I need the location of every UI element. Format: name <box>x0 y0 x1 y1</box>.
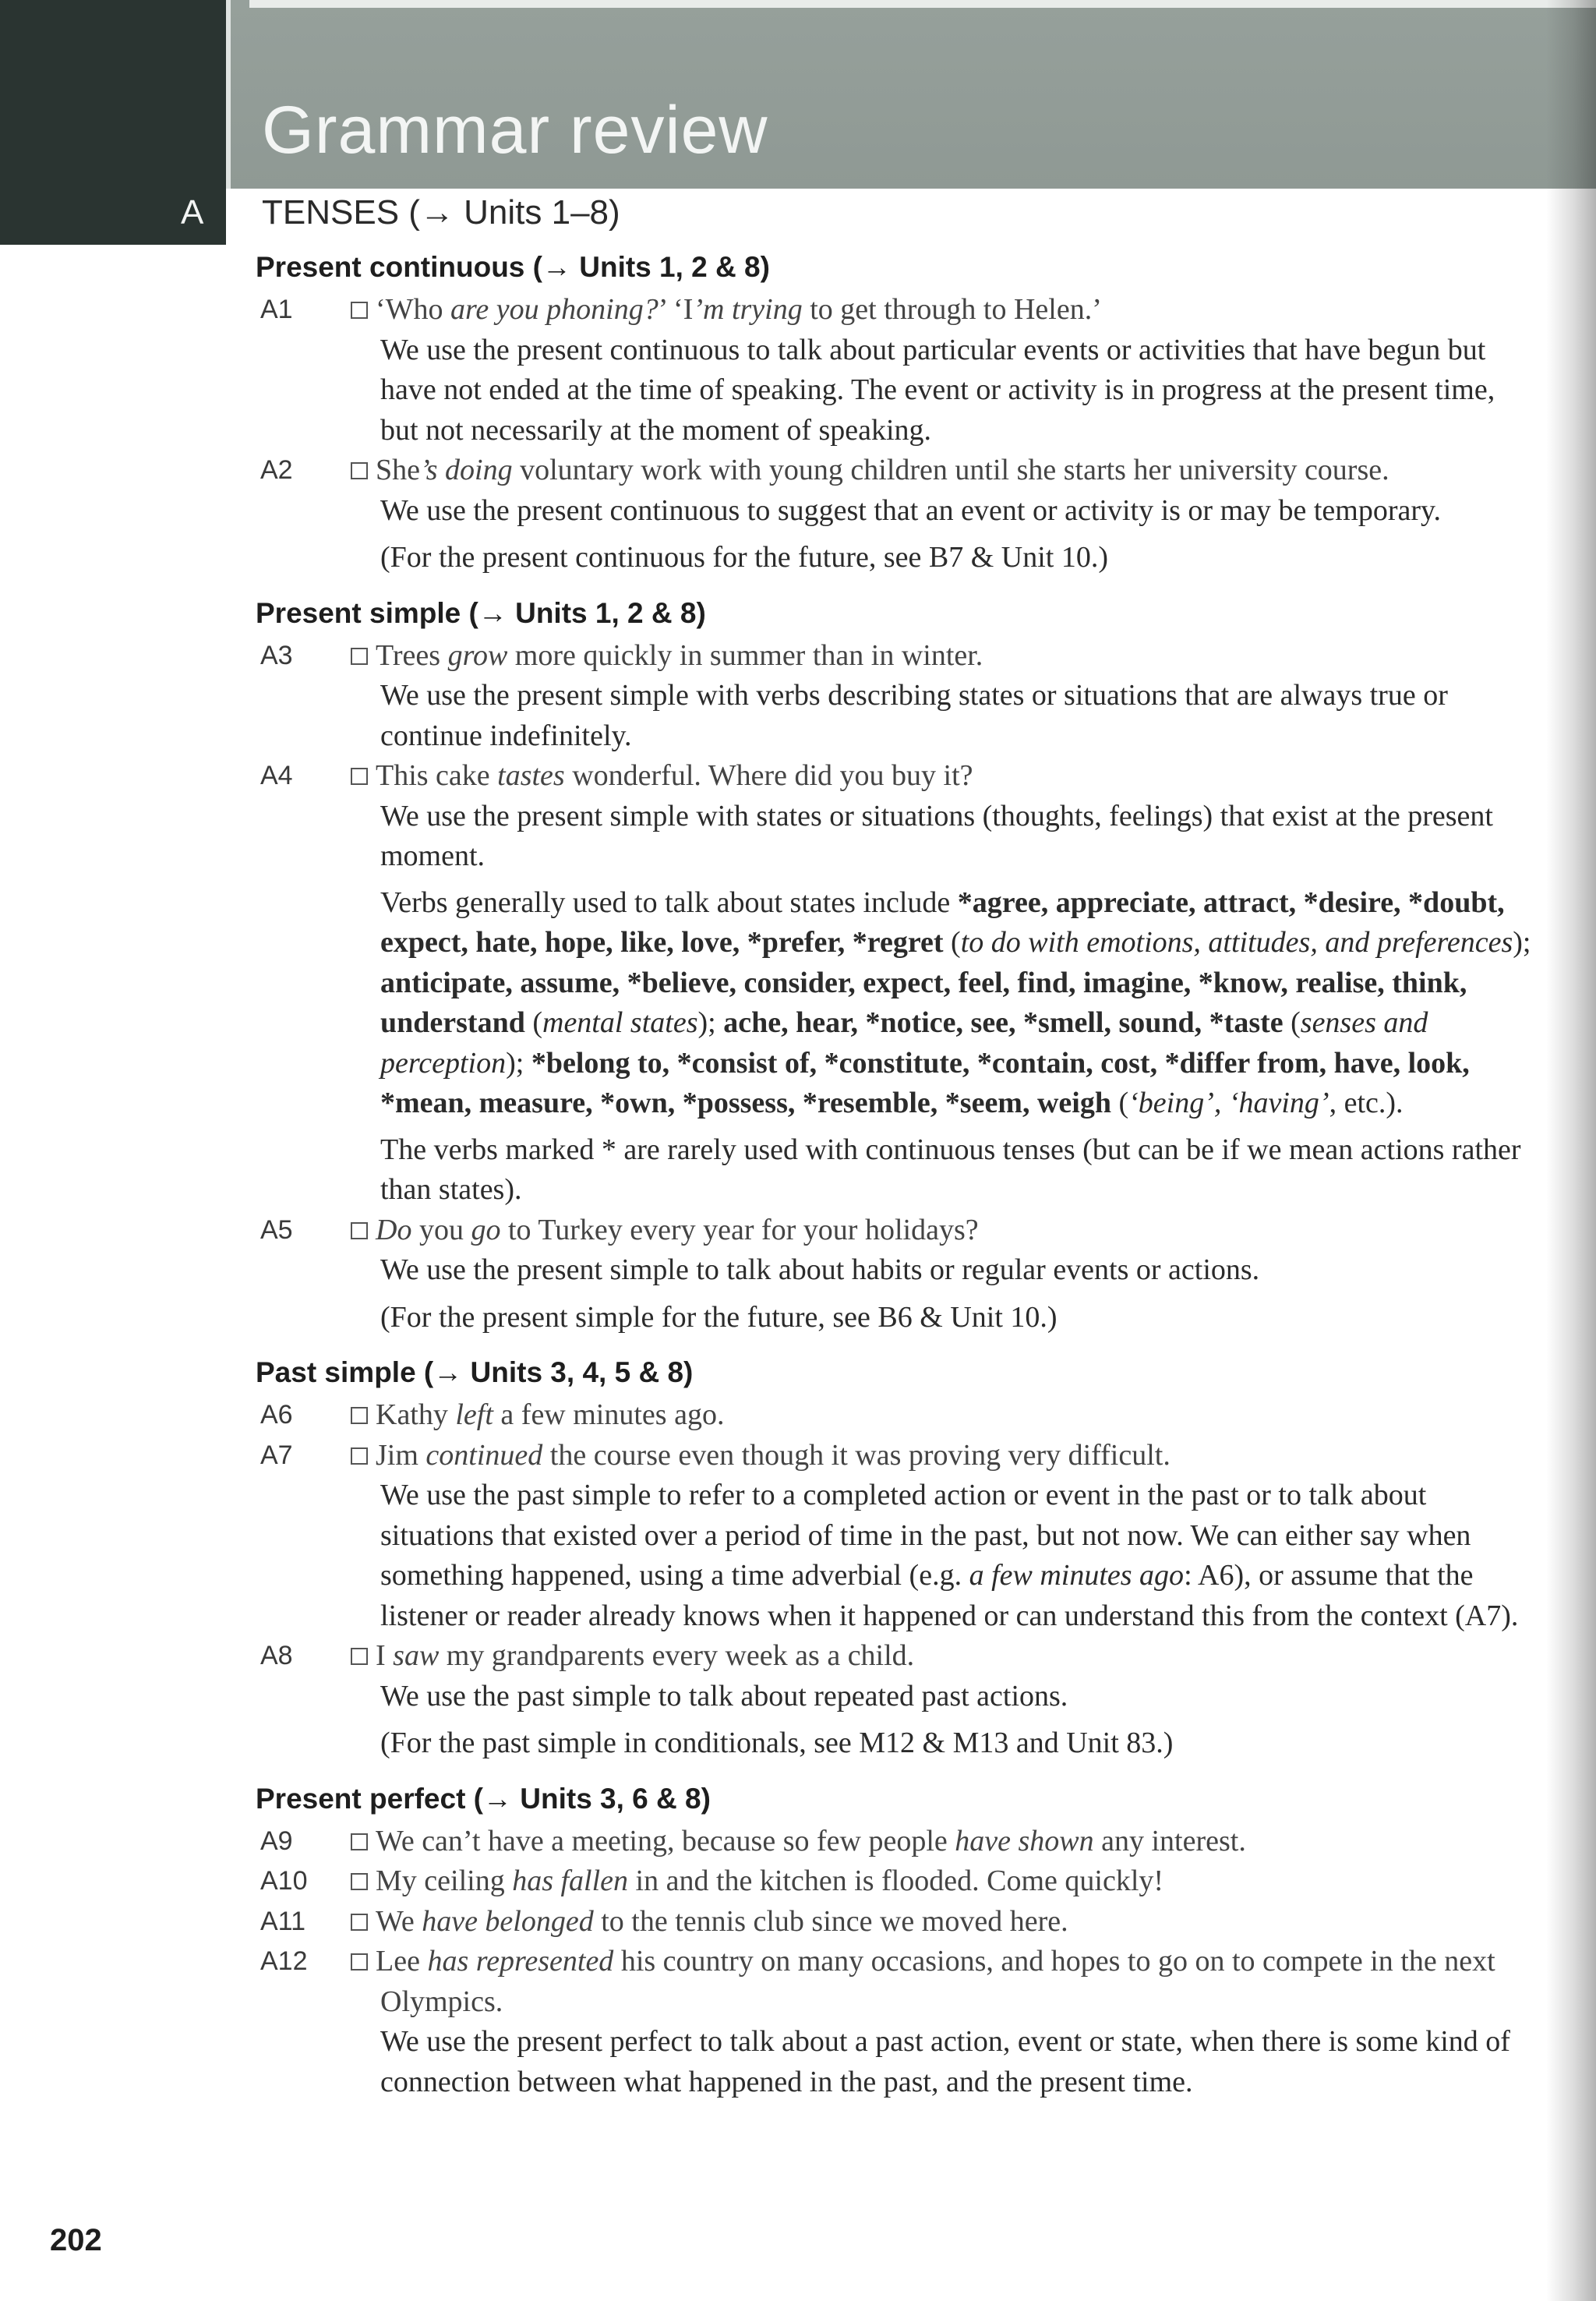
example-sentence <box>376 1395 1538 1436</box>
text-run: I <box>376 1639 394 1672</box>
entry-number: A9 <box>260 1826 293 1856</box>
italic-run: to do with emotions, attitudes, and preferences <box>960 926 1513 959</box>
text-run: ( <box>1110 1087 1129 1119</box>
checkbox-icon <box>351 1447 368 1465</box>
bold-run: *belong to, *consist of, *constitute, *contain, cost, *differ from, have, look, *mean, measure, *own, *possess, *resemble, *seem, weigh <box>380 1046 1470 1119</box>
text-run: We use the past simple to refer to a completed action or event in the past or to talk about situations that existed over a period of time in the past, but not now. We can either say when something happened, using a time adverbial (e.g. <box>380 1479 1471 1592</box>
subsection-heading: Present continuous (→ Units 1, 2 & 8) <box>256 251 770 283</box>
italic-run: senses and perception <box>380 1006 1428 1080</box>
bold-run: *agree, appreciate, attract, *desire, *doubt, expect, hate, hope, like, love, *prefer, *regret <box>380 885 1505 959</box>
italic-run: grow <box>447 638 508 672</box>
text-run: ( <box>1283 1006 1301 1039</box>
checkbox-icon <box>351 302 368 319</box>
text-run: my grandparents every week as a child. <box>439 1639 915 1672</box>
text-run: ‘Who <box>376 293 451 326</box>
entry-a10 <box>260 1861 1538 1902</box>
italic-run: left <box>455 1398 493 1431</box>
example-sentence <box>376 1822 1538 1862</box>
explanation: We use the past simple to talk about repeated past actions. <box>380 1679 1068 1712</box>
text-run: She <box>376 454 420 486</box>
entry-a9 <box>260 1822 1538 1862</box>
example-sentence <box>376 290 1538 330</box>
example-sentence <box>376 1436 1538 1476</box>
explanation: We use the present simple with states or situations (thoughts, feelings) that exist at the present moment. <box>380 799 1493 872</box>
text-run: ( <box>524 1006 542 1039</box>
text-run: Kathy <box>376 1398 456 1431</box>
italic-run: tastes <box>497 759 565 792</box>
bold-run: anticipate, assume, *believe, consider, expect, feel, find, imagine, *know, realise, think, understand <box>380 966 1467 1039</box>
text-run: Lee <box>376 1945 428 1978</box>
text-run: voluntary work with young children until she starts her university course. <box>512 454 1389 486</box>
entry-number: A8 <box>260 1641 293 1670</box>
header-dark-block <box>0 0 226 189</box>
text-run: ( <box>943 926 961 959</box>
text-run: ); <box>506 1046 531 1080</box>
italic-run: have shown <box>955 1824 1094 1857</box>
page-title: Grammar review <box>262 93 768 168</box>
text-run: Trees <box>376 638 448 672</box>
entry-number: A4 <box>260 761 293 790</box>
entry-number: A11 <box>260 1906 305 1936</box>
checkbox-icon <box>351 648 368 665</box>
subsection-heading: Past simple (→ Units 3, 4, 5 & 8) <box>256 1356 694 1388</box>
entry-a8 <box>260 1636 1538 1764</box>
explanation: We use the present perfect to talk about a past action, event or state, when there is some kind of connection between what happened in the past, and the present time. <box>380 2025 1510 2098</box>
entry-a2 <box>260 451 1538 578</box>
subsection-heading: Present simple (→ Units 1, 2 & 8) <box>256 596 706 629</box>
checkbox-icon <box>351 1953 368 1971</box>
example-sentence <box>376 1861 1538 1902</box>
entry-number: A5 <box>260 1214 293 1245</box>
section-letter: A <box>181 193 204 232</box>
text-run: My ceiling <box>376 1864 513 1897</box>
example-sentence <box>376 1636 1538 1677</box>
entry-number: A2 <box>260 455 293 485</box>
italic-run: continued <box>425 1438 543 1472</box>
example-sentence <box>376 1942 1538 2022</box>
text-run: more quickly in summer than in winter. <box>507 638 983 672</box>
italic-run: saw <box>393 1639 440 1672</box>
italic-run: have belonged <box>422 1904 594 1938</box>
text-run: , etc.). <box>1329 1087 1404 1119</box>
text-run: This cake <box>376 759 498 792</box>
text-run: Jim <box>376 1438 426 1472</box>
checkbox-icon <box>351 1648 368 1665</box>
italic-run: ’s doing <box>420 454 513 486</box>
explanation <box>380 1476 1538 1636</box>
text-run: : A6), or assume that the listener or reader already knows when it happened or can understand this from the context (A7). <box>380 1559 1519 1632</box>
italic-run: ’m trying <box>693 293 803 326</box>
entry-number: A12 <box>260 1946 308 1976</box>
checkbox-icon <box>351 768 368 785</box>
italic-run: a few minutes ago <box>969 1559 1185 1592</box>
example-sentence <box>376 1211 1538 1251</box>
entry-number: A3 <box>260 640 293 670</box>
text-run: We can’t have a meeting, because so few people <box>376 1824 955 1857</box>
text-run: the course even though it was proving very difficult. <box>542 1438 1171 1472</box>
text-run: you <box>411 1213 471 1246</box>
italic-run: has fallen <box>512 1864 629 1897</box>
checkbox-icon <box>351 1222 368 1239</box>
checkbox-icon <box>351 1833 368 1850</box>
text-run: to get through to Helen.’ <box>802 293 1102 326</box>
text-run: ); <box>1513 926 1531 959</box>
italic-run: are you phoning? <box>450 293 659 326</box>
explanation-paragraph <box>380 1130 1538 1211</box>
text-run: The verbs marked * are rarely used with continuous tenses (but can be if we mean actions rather than states). <box>380 1133 1521 1206</box>
text-run: We <box>376 1904 422 1938</box>
italic-run: go <box>471 1213 501 1246</box>
explanation: We use the present continuous to talk about particular events or activities that have begun but have not ended at the time of speaking. The event or activity is in progress at the present time, but not necessarily at the moment of speaking. <box>380 333 1495 447</box>
cross-reference-note: (For the past simple in conditionals, see M12 & M13 and Unit 83.) <box>380 1727 1174 1759</box>
example-sentence <box>376 756 1538 797</box>
page-number: 202 <box>50 2223 102 2257</box>
subsection-heading: Present perfect (→ Units 3, 6 & 8) <box>256 1782 711 1815</box>
entry-a4 <box>260 756 1538 1211</box>
checkbox-icon <box>351 462 368 479</box>
checkbox-icon <box>351 1873 368 1890</box>
cross-reference-note: (For the present continuous for the future, see B7 & Unit 10.) <box>380 541 1108 574</box>
entry-number: A1 <box>260 295 293 324</box>
entry-a6 <box>260 1395 1538 1436</box>
checkbox-icon <box>351 1914 368 1931</box>
example-sentence <box>376 1902 1538 1942</box>
explanation-paragraph <box>380 883 1538 1124</box>
text-run: a few minutes ago. <box>493 1398 725 1431</box>
italic-run: mental states <box>542 1006 698 1039</box>
entry-a11 <box>260 1902 1538 1942</box>
text-run: in and the kitchen is flooded. Come quickly! <box>628 1864 1164 1897</box>
text-run: wonderful. Where did you buy it? <box>564 759 973 792</box>
text-run: to Turkey every year for your holidays? <box>500 1213 979 1246</box>
text-run: ’ ‘I <box>658 293 694 326</box>
entry-a5 <box>260 1211 1538 1338</box>
entry-a12 <box>260 1942 1538 2102</box>
entry-number: A6 <box>260 1400 293 1430</box>
example-sentence <box>376 636 1538 677</box>
italic-run: ‘being’, ‘having’ <box>1128 1087 1329 1119</box>
italic-run: Do <box>376 1213 412 1246</box>
text-run: Verbs generally used to talk about states include <box>380 885 958 919</box>
text-run: to the tennis club since we moved here. <box>593 1904 1068 1938</box>
grammar-content <box>0 245 1596 2102</box>
entry-number: A10 <box>260 1866 308 1896</box>
checkbox-icon <box>351 1407 368 1424</box>
example-sentence <box>376 451 1538 491</box>
explanation: We use the present simple with verbs describing states or situations that are always true or continue indefinitely. <box>380 679 1448 752</box>
explanation: We use the present simple to talk about habits or regular events or actions. <box>380 1253 1260 1286</box>
entry-number: A7 <box>260 1440 293 1470</box>
text-run: ); <box>697 1006 724 1039</box>
entry-a7 <box>260 1436 1538 1637</box>
header-top-strip <box>249 0 1596 8</box>
explanation: We use the present continuous to suggest that an event or activity is or may be temporary. <box>380 493 1442 527</box>
cross-reference-note: (For the present simple for the future, see B6 & Unit 10.) <box>380 1300 1058 1334</box>
section-title: TENSES (→ Units 1–8) <box>262 193 620 232</box>
entry-a1 <box>260 290 1538 451</box>
entry-a3 <box>260 636 1538 757</box>
italic-run: has represented <box>427 1945 614 1978</box>
text-run: any interest. <box>1093 1824 1246 1857</box>
bold-run: ache, hear, *notice, see, *smell, sound, *taste <box>723 1006 1284 1039</box>
text-run: his country on many occasions, and hopes to go on to compete in the next Olympics. <box>380 1945 1495 2018</box>
